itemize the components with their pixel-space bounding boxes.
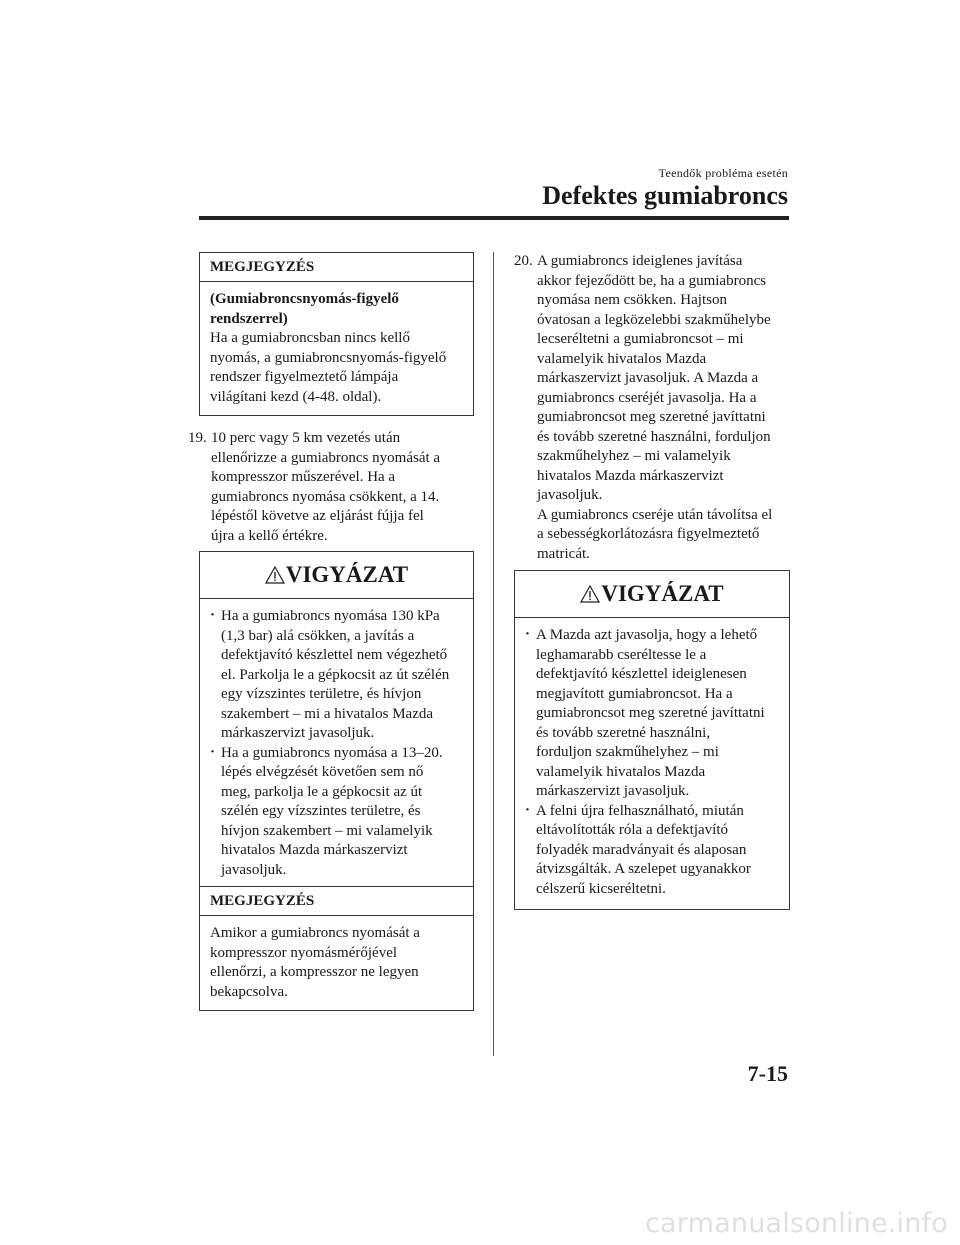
note-box-compressor [199, 886, 474, 1011]
caution-heading-text: VIGYÁZAT [601, 581, 724, 606]
step-19 [188, 429, 478, 546]
note-box-tpms [199, 252, 474, 416]
caution-item: · Ha a gumiabroncs nyomása 130 kPa (1,3 bar) alá csökken, a javítás a defektjavító készlettel nem végezhető el. Parkolja le a gépkocsit az út szélén egy vízszintes területre, és hívjon szakembert – mi a hivatalos Mazda márkaszervizt javasoljuk. [210, 607, 465, 744]
caution-heading [200, 552, 473, 599]
warning-triangle-icon [580, 585, 600, 603]
caution-box-pressure [199, 551, 474, 891]
watermark: carmanualsonline.info [645, 1208, 948, 1239]
note-heading: MEGJEGYZÉS [200, 887, 473, 916]
step-20 [514, 252, 794, 564]
caution-heading-text: VIGYÁZAT [285, 562, 409, 587]
note-body: Ha a gumiabroncsban nincs kellő nyomás, a gumiabroncsnyomás-figyelő rendszer figyelmeztető lámpája világítani kezd (4-48. oldal). [210, 330, 447, 405]
header-rule [199, 216, 789, 220]
page-title: Defektes gumiabroncs [542, 181, 788, 210]
step-text: 10 perc vagy 5 km vezetés után ellenőrizze a gumiabroncs nyomását a kompresszor műszerével. Ha a gumiabroncs nyomása csökkent, a 14. lépéstől követve az eljárást fújja fel újra a kellő értékre. [211, 430, 441, 544]
column-divider [493, 252, 494, 1056]
note-subheading: (Gumiabroncsnyomás-figyelő rendszerrel) [210, 291, 399, 327]
caution-heading [515, 571, 789, 618]
step-number: 19. [188, 430, 207, 446]
step-text: A gumiabroncs ideiglenes javítása akkor fejeződött be, ha a gumiabroncs nyomása nem csökken. Hajtson óvatosan a legközelebbi szakműhelybe lecseréltetni a gumiabroncsot – mi valamelyik hivatalos Mazda márkaszervizt javasoljuk. A Mazda a gumiabroncs cseréjét javasolja. Ha a gumiabroncsot meg szeretné javíttatni és tovább szeretné használni, forduljon szakműhelyhez – mi valamelyik hivatalos Mazda márkaszervizt javasoljuk. A gumiabroncs cseréje után távolítsa el a sebességkorlátozásra figyelmeztető matricát. [537, 253, 773, 562]
caution-box-replacement [514, 570, 790, 910]
warning-triangle-icon [265, 566, 285, 584]
caution-item: · Ha a gumiabroncs nyomása a 13–20. lépés elvégzését követően sem nő meg, parkolja le a gépkocsit az út szélén egy vízszintes területre, és hívjon szakembert – mi valamelyik hivatalos Mazda márkaszervizt javasoljuk. [210, 744, 465, 881]
note-body: Amikor a gumiabroncs nyomását a kompresszor nyomásmérőjével ellenőrzi, a kompresszor ne legyen bekapcsolva. [210, 925, 420, 1000]
caution-item: · A Mazda azt javasolja, hogy a lehető leghamarabb cseréltesse le a defektjavító készlettel ideiglenesen megjavított gumiabroncsot. Ha a gumiabroncsot meg szeretné javíttatni és tovább szeretné használni, forduljon szakműhelyhez – mi valamelyik hivatalos Mazda márkaszervizt javasoljuk. [525, 626, 781, 802]
section-label: Teendők probléma esetén [658, 166, 788, 180]
step-number: 20. [514, 253, 533, 269]
note-heading: MEGJEGYZÉS [200, 253, 473, 282]
caution-item: · A felni újra felhasználható, miután eltávolították róla a defektjavító folyadék maradványait és alaposan átvizsgálták. A szelepet ugyanakkor célszerű kicseréltetni. [525, 802, 781, 900]
page-number: 7-15 [747, 1061, 788, 1086]
